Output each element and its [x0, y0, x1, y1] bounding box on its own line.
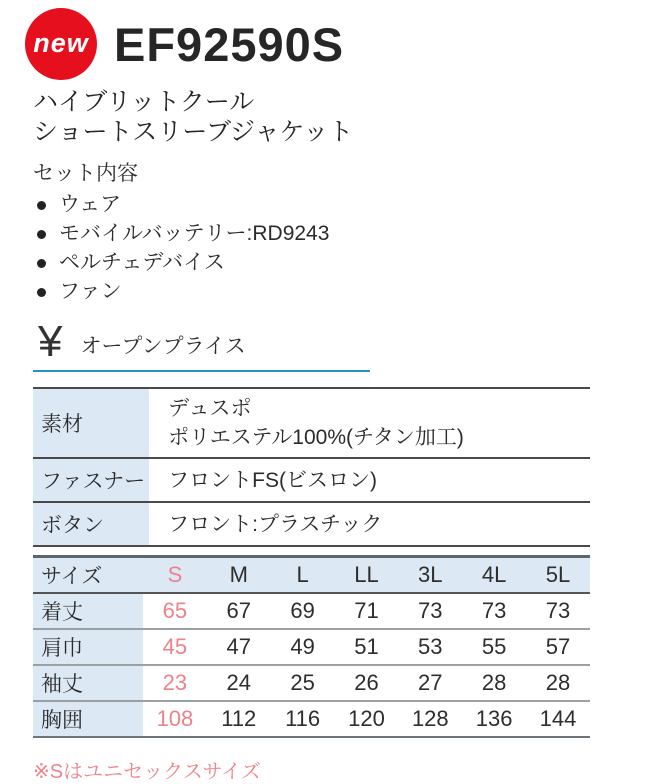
measure-value: 25	[290, 669, 315, 695]
size-column-header: S	[167, 561, 183, 587]
table-row	[33, 502, 590, 546]
measure-value: 128	[411, 705, 449, 731]
measure-value: 108	[156, 705, 194, 731]
set-contents	[33, 161, 650, 305]
measure-row-label: 胸囲	[33, 701, 143, 737]
table-row	[33, 593, 590, 629]
table-row	[33, 388, 590, 458]
table-row	[33, 629, 590, 665]
size-header-label: サイズ	[33, 557, 143, 593]
spec-value-line: ポリエステル100%(チタン加工)	[168, 426, 464, 449]
measure-value: 55	[481, 633, 507, 659]
measure-value: 57	[545, 633, 571, 659]
bullet-icon	[37, 259, 46, 268]
size-column-header: 5L	[545, 561, 571, 587]
measure-value: 45	[162, 633, 188, 659]
measure-value: 28	[545, 669, 571, 695]
new-badge	[25, 8, 97, 80]
size-column-header: LL	[354, 561, 379, 587]
list-item	[33, 192, 650, 218]
size-footnote: ※Sはユニセックスサイズ	[33, 760, 261, 783]
measure-value: 24	[226, 669, 251, 695]
measure-value: 120	[348, 705, 385, 731]
measure-value: 26	[354, 669, 379, 695]
spec-value-line: デュスポ	[168, 397, 252, 420]
spec-row-value	[149, 502, 590, 546]
measure-value: 65	[162, 597, 188, 623]
size-table-header-row	[33, 557, 590, 593]
measure-value: 144	[539, 705, 577, 731]
list-item	[33, 250, 650, 276]
list-item-label: ウェア	[59, 193, 122, 216]
size-table	[33, 555, 590, 738]
bullet-icon	[37, 230, 46, 239]
spec-row-value	[149, 388, 590, 458]
measure-value: 28	[481, 669, 507, 695]
bullet-icon	[37, 288, 46, 297]
table-row	[33, 458, 590, 502]
measure-value: 71	[354, 597, 379, 623]
bullet-icon	[37, 201, 46, 210]
list-item-label: ファン	[59, 280, 122, 303]
spec-row-value	[149, 458, 590, 502]
measure-value: 23	[162, 669, 188, 695]
product-title-line2: ショートスリーブジャケット	[33, 118, 354, 146]
set-contents-list	[33, 192, 650, 305]
spec-value-line: フロント:プラスチック	[168, 512, 383, 536]
measure-value: 27	[418, 669, 443, 695]
list-item-label: ペルチェデバイス	[59, 251, 225, 274]
measure-value: 47	[226, 633, 251, 659]
measure-value: 73	[418, 597, 443, 623]
measure-value: 69	[290, 597, 315, 623]
size-column-header: 4L	[481, 561, 507, 587]
measure-value: 67	[226, 597, 251, 623]
measure-row-label: 袖丈	[33, 665, 143, 701]
spec-row-label: 素材	[33, 388, 149, 458]
table-row	[33, 701, 590, 737]
header	[25, 8, 650, 80]
measure-row-label: 肩巾	[33, 629, 143, 665]
measure-value: 136	[475, 705, 513, 731]
measure-value: 73	[545, 597, 571, 623]
yen-icon: ¥	[38, 317, 63, 366]
measure-value: 51	[354, 633, 379, 659]
product-title	[33, 87, 650, 147]
spec-value-line: フロントFS(ビスロン)	[168, 468, 377, 492]
spec-row-label: ファスナー	[33, 458, 149, 502]
size-column-header: L	[296, 561, 309, 587]
set-contents-heading: セット内容	[33, 162, 138, 185]
size-column-header: 3L	[418, 561, 443, 587]
measure-row-label: 着丈	[33, 593, 143, 629]
measure-value: 116	[285, 705, 321, 731]
measure-value: 112	[221, 705, 257, 731]
list-item	[33, 279, 650, 305]
list-item	[33, 221, 650, 247]
spec-table	[33, 387, 590, 547]
measure-value: 53	[418, 633, 443, 659]
size-column-header: M	[229, 561, 248, 587]
product-title-line1: ハイブリットクール	[33, 88, 255, 116]
spec-row-label: ボタン	[33, 502, 149, 546]
table-row	[33, 665, 590, 701]
price-label: オープンプライス	[80, 335, 246, 358]
new-badge-label: new	[33, 27, 89, 58]
measure-value: 49	[290, 633, 315, 659]
divider	[33, 370, 370, 372]
price-row	[38, 317, 650, 366]
product-code: EF92590S	[114, 17, 345, 71]
list-item-label: モバイルバッテリー:RD9243	[59, 222, 330, 245]
measure-value: 73	[481, 597, 507, 623]
